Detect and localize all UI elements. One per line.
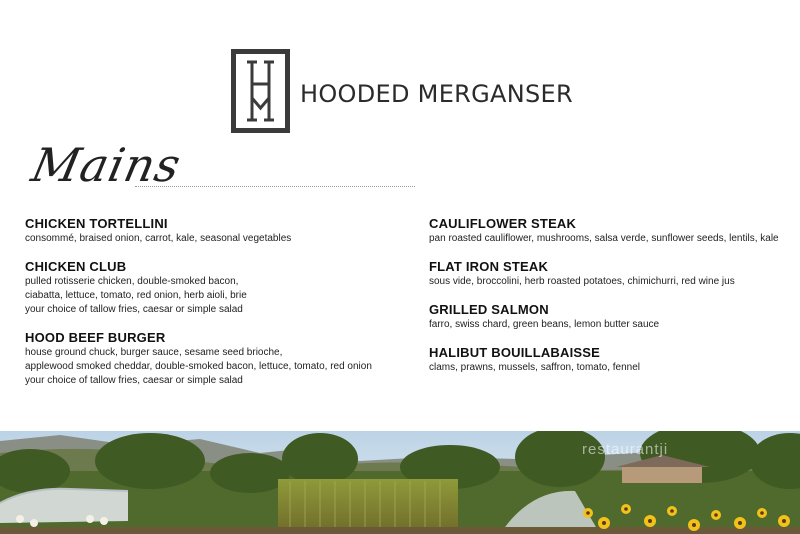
- menu-item-description: [429, 361, 784, 375]
- description-line: farro, swiss chard, green beans, lemon butter sauce: [429, 319, 660, 330]
- menu-item-description: [25, 275, 415, 317]
- watermark: restaurantji: [582, 441, 669, 458]
- menu-item: [25, 216, 415, 246]
- menu-column-right: [429, 216, 784, 388]
- menu-item-name: HALIBUT BOUILLABAISSE: [429, 345, 601, 360]
- menu-item-name: GRILLED SALMON: [429, 302, 549, 317]
- menu-item: [25, 259, 415, 317]
- menu-item: [429, 216, 784, 246]
- title-divider: [135, 186, 415, 187]
- logo-frame: [231, 49, 290, 133]
- menu-item-name: CAULIFLOWER STEAK: [429, 216, 577, 231]
- description-line: clams, prawns, mussels, saffron, tomato, fennel: [429, 362, 641, 373]
- description-line: your choice of tallow fries, caesar or simple salad: [25, 375, 243, 386]
- menu-item-name: CHICKEN TORTELLINI: [25, 216, 168, 231]
- description-line: house ground chuck, burger sauce, sesame seed brioche,: [25, 347, 283, 358]
- garden-landscape-photo-icon: [0, 431, 800, 534]
- menu-column-left: [25, 216, 415, 401]
- garden-landscape-illustration: [0, 431, 800, 534]
- brand-name: HOODED MERGANSER: [300, 80, 573, 108]
- hm-monogram-icon: [236, 54, 285, 128]
- description-line: consommé, braised onion, carrot, kale, seasonal vegetables: [25, 233, 292, 244]
- menu-item: [25, 330, 415, 388]
- menu-item-description: [429, 318, 784, 332]
- menu-item-name: CHICKEN CLUB: [25, 259, 127, 274]
- description-line: pan roasted cauliflower, mushrooms, salsa verde, sunflower seeds, lentils, kale: [429, 233, 779, 244]
- menu-item-description: [429, 275, 784, 289]
- section-title: Mains: [27, 138, 186, 192]
- menu-item-description: [25, 232, 415, 246]
- description-line: pulled rotisserie chicken, double-smoked bacon,: [25, 276, 239, 287]
- description-line: applewood smoked cheddar, double-smoked bacon, lettuce, tomato, red onion: [25, 361, 372, 372]
- menu-item: [429, 345, 784, 375]
- description-line: ciabatta, lettuce, tomato, red onion, herb aioli, brie: [25, 290, 247, 301]
- menu-item: [429, 259, 784, 289]
- description-line: sous vide, broccolini, herb roasted potatoes, chimichurri, red wine jus: [429, 276, 735, 287]
- menu-item: [429, 302, 784, 332]
- menu-item-description: [429, 232, 784, 246]
- menu-item-description: [25, 346, 415, 388]
- menu-item-name: FLAT IRON STEAK: [429, 259, 549, 274]
- menu-item-name: HOOD BEEF BURGER: [25, 330, 166, 345]
- description-line: your choice of tallow fries, caesar or simple salad: [25, 304, 243, 315]
